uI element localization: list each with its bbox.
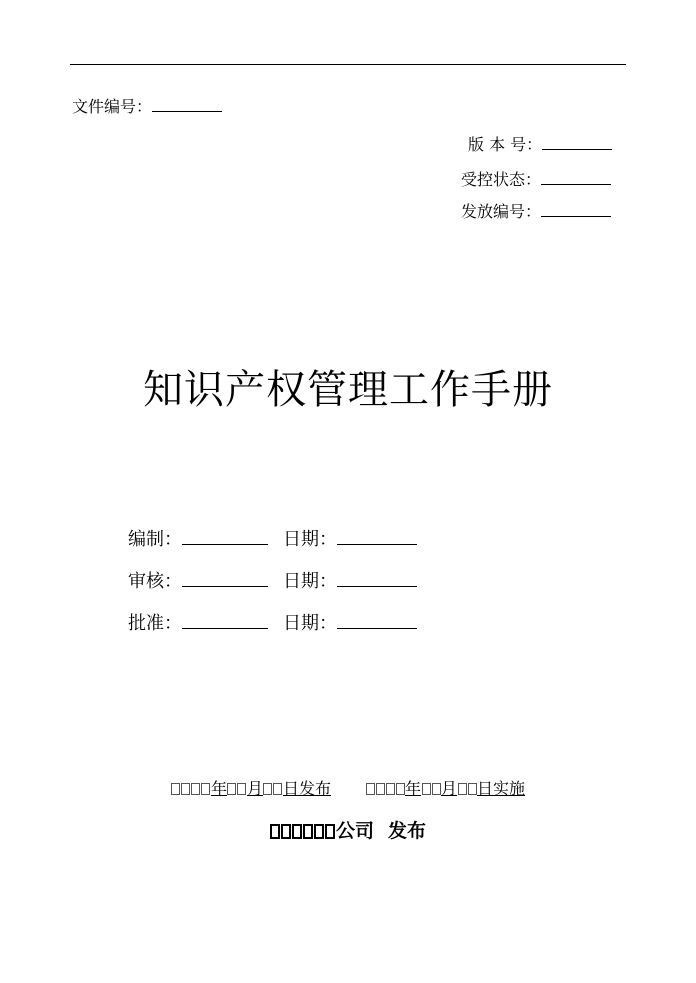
company-label: 公司 [335, 820, 374, 842]
version-row [468, 135, 612, 155]
signature-row-compile [128, 528, 417, 552]
review-date-label: 日期： [283, 571, 337, 592]
approve-date-label: 日期： [283, 613, 337, 634]
compile-field[interactable] [182, 528, 268, 545]
publishing-company [0, 818, 696, 844]
review-date-field[interactable] [337, 570, 417, 587]
doc-number-row [72, 97, 222, 117]
effective-date: 年 月 日实施 [365, 779, 525, 798]
doc-number-label: 文件编号： [72, 97, 153, 116]
control-status-field[interactable] [541, 170, 611, 185]
publish-dates [0, 778, 696, 800]
compile-date-field[interactable] [337, 528, 417, 545]
compile-date-label: 日期： [283, 529, 337, 550]
top-rule [70, 64, 626, 65]
signature-row-approve [128, 612, 417, 636]
issue-number-field[interactable] [541, 202, 611, 217]
signature-row-review [128, 570, 417, 594]
approve-field[interactable] [182, 612, 268, 629]
review-label: 审核： [128, 571, 182, 592]
version-label: 版 本 号： [468, 135, 543, 154]
control-status-label: 受控状态： [461, 170, 542, 189]
issue-label: 发布 [388, 820, 427, 842]
issue-number-label: 发放编号： [461, 202, 542, 221]
issue-number-row [461, 202, 611, 222]
review-field[interactable] [182, 570, 268, 587]
version-field[interactable] [542, 135, 612, 150]
approve-label: 批准： [128, 613, 182, 634]
control-status-row [461, 170, 611, 190]
document-title: 知识产权管理工作手册 [143, 367, 553, 413]
release-date: 年 月 日发布 [171, 779, 331, 798]
compile-label: 编制： [128, 529, 182, 550]
doc-number-field[interactable] [152, 97, 222, 112]
approve-date-field[interactable] [337, 612, 417, 629]
